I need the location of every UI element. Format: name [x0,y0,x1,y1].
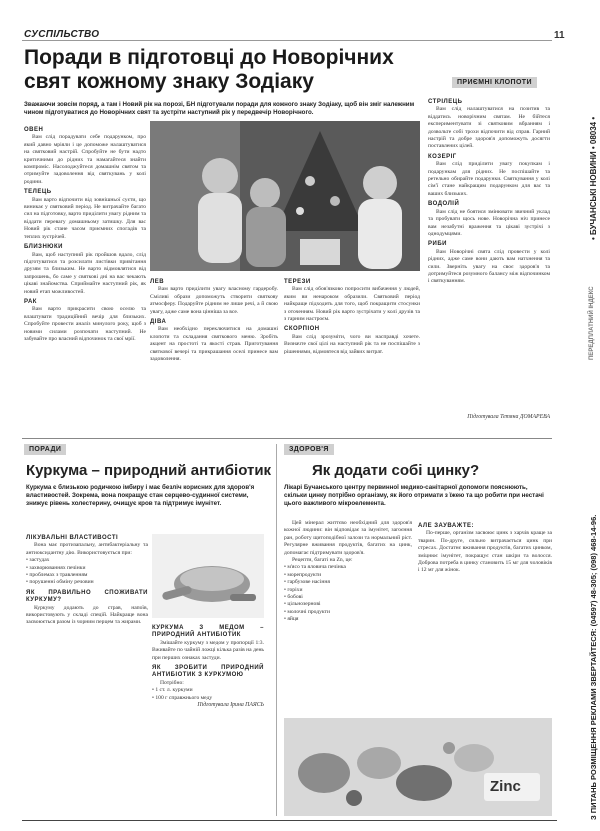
uses-list [26,557,148,587]
list-item: • гарбузове насіння [284,579,412,586]
subheading: ЯК ЗРОБИТИ ПРИРОДНИЙ АНТИБІОТИК З КУРКУМОЮ [152,665,264,679]
list-item: • цільнозернові [284,601,412,608]
subheading: ЛІКУВАЛЬНІ ВЛАСТИВОСТІ [26,535,119,541]
sign-text: Вам слід порадувати себе подарунком, про який давно мріяли і це допоможе налаштуватися на святковий настрій. Спробуйте не бути надто критичними до рідних та намагайтеся знайти компроміс. Насолоджуйтеся домашнім святом та отримуйте задоволення від святкувань у колі родини. [24,134,146,185]
list-item: • м'ясо та яловича печінка [284,564,412,571]
list-item: • порушенні обміну речовин [26,579,148,586]
paragraph: Змішайте куркуму з медом у пропорції 1:3. Вживайте по чайній ложці кілька разів на день при перших ознаках застуди. [152,639,264,661]
list-item: • молочні продукти [284,609,412,616]
subheading: АЛЕ ЗАУВАЖТЕ: [418,523,474,529]
sign-heading: ТЕРЕЗИ [284,279,311,285]
list-item: • 1 ст. л. куркуми [152,687,264,694]
rubric-bottom-right: ЗДОРОВ'Я [284,444,334,455]
ingredients-list [152,687,264,702]
list-item: • яйця [284,616,412,623]
sign-text: Вам, щоб наступний рік пройшов вдало, слід підготуватися та розсилати листівки привітання друзям та близьким. Не варто відмовлятися від запрошень, бо саме у святкові дні на вас чекають цікаві знайомства. Сприймайте наступний рік, як новий етап можливостей. [24,251,146,295]
article1-signature: Підготувала Тетяна ДОМАРЕВА [467,414,550,420]
article3-col1 [284,520,412,720]
list-item: • 100 г справжнього меду [152,695,264,702]
sign-heading: ДІВА [150,319,167,326]
article2-signature: Підготувала Ірина ПАЯСЬ [197,702,264,709]
zinc-label: Zinc [490,778,521,795]
sign-heading: ТЕЛЕЦЬ [24,189,52,196]
article2-title: Куркума – природний антибіотик [26,462,272,479]
children-photo [150,121,420,271]
sign-heading: ОВЕН [24,127,44,133]
paragraph: Вона має протизапальну, антибактеріальну та антиоксидантну дію. Використовується при: [26,542,148,556]
rubric-bottom-left: ПОРАДИ [24,444,66,455]
sign-text: Вам слід не боятися змінювати звичний уклад та пробувати щось нове. Новорічна ніч принесе вам незабутні враження та цікаві зустрічі з однодумцями. [428,208,550,237]
sign-text: Вам слід налаштуватися на позитив та віддатись новорічним святам. Не бійтеся експериментувати зі святковим вбранням і дозвольте собі трохи відпочити від справ. Гарний настрій та добре здоров'я допоможуть досягти поставлених цілей. [428,106,550,150]
list-item: • морепродукти [284,572,412,579]
subheading: ЯК ПРАВИЛЬНО СПОЖИВАТИ КУРКУМУ? [26,589,148,604]
article2-col1 [26,532,148,812]
sign-text: Вам необхідно переключитися на домашні клопоти та складання святкового меню. Зробіть акцент на простоті та якості страв. Приготування святкової вечері та прикрашання оселі принесе вам задоволення. [150,326,278,363]
sign-heading: СКОРПІОН [284,326,320,333]
lead-paragraph: Зважаючи зовсім поряд, а там і Новий рік на порозі, БН підготували поради для кожного знаку Зодіаку, щоб він зміг належним чином підготуватися до Новорічних свят та зустріти наступний рік у передвечір Новорічного. [24,101,415,116]
top-rule [22,40,552,41]
sign-text: Вам слід приділити увагу покупкам і подарункам для рідних. Не поспішайте та ретельно обирайте подарунки. Святкування у колі сім'ї стане найкращим подарунком для вас та ваших близьких. [428,161,550,197]
sign-text: Вам слід обов'язково попросити вибачення у людей, яким ви ненароком образили. Святковий період найкраще підходить для того, щоб покращити стосунки з оточенням. Новий рік варто зустрічати у колі друзів та з гарним настроєм. [284,286,420,323]
sidebar-brand: • БУЧАНСЬКІ НОВИНИ • 08034 • [589,116,598,240]
zodiac-column-mid2 [284,276,420,436]
paragraph: Куркуму додають до страв, напоїв, використовують у складі спецій. Найкраще вона засвоюється разом із чорним перцем та жирами. [26,604,148,626]
sidebar-contact: З ПИТАНЬ РОЗМІЩЕННЯ РЕКЛАМИ ЗВЕРТАЙТЕСЯ: (04597) 48-305; (098) 468-14-96. [589,514,598,820]
sign-text: Вам варто приділити увагу власному гардеробу. Сміливі образи допоможуть створити святкову атмосферу. Подаруйте рідним не лише речі, а й свою увагу, адже саме вона цінніша за все. [150,286,278,315]
paragraph: Цей мінерал життєво необхідний для здоров'я кожної людини: він відповідає за імунітет, загоєння ран, роботу щитоподібної залози та нормальний ріст. Регулярне вживання продуктів, багатих на цинк, допомагає підтримувати здоров'я. [284,520,412,556]
bottom-rule [22,820,557,821]
sidebar-index: ПЕРЕДПЛАТНИЙ ІНДЕКС [589,286,595,360]
sign-text: Вам варто прикрасити свою оселю та влаштувати традиційний вечір для близьких. Спробуйте провести аналіз минулого року, щоб з новими силами розпочати наступний. Не забувайте про власний відпочинок та свої мрії. [24,306,146,342]
turmeric-photo [152,534,264,618]
article2-lead: Куркума є близькою родичкою імбиру і має безліч корисних для здоров'я властивостей. Зокрема, вона покращує стан серцево-судинної системи, знижує рівень холестерину, очищує кров та підтримує імунітет. [26,484,255,507]
section-divider [22,438,552,439]
sign-text: Вам слід зрозуміти, чого ви насправді хочете. Визначте свої цілі на наступний рік та не поспішайте з рішеннями, відмовтеся від зайвих витрат. [284,333,420,355]
zodiac-column-right [428,96,550,431]
sidebar [580,20,598,820]
column-divider [276,444,277,816]
sign-heading: КОЗЕРІГ [428,153,457,160]
sign-heading: РАК [24,298,37,305]
list-item: • бобові [284,594,412,601]
list-item: • застудах [26,557,148,564]
rubric-top: ПРИЄМНІ КЛОПОТИ [452,77,537,88]
article2-col2 [152,622,264,812]
paragraph: По-перше, організм засвоює цинк з харчів краще за тварин. По-друге, сильно витрачається цинк при стресах. Достатнє вживання продуктів, багатих цинком, зміцнює імунітет, покращує стан шкіри та волосся. Доброва потреба в цинку становить 15 мг для чоловіків і 12 мг для жінок. [418,530,552,574]
page-number: 11 [554,30,565,41]
zodiac-column-mid [150,276,278,436]
paragraph: Потрібно: [160,679,184,686]
article3-col2 [418,520,552,715]
sign-heading: ЛЕВ [150,279,165,285]
list-item: • проблемах з травленням [26,572,148,579]
sign-heading: РИБИ [428,241,447,248]
headline: Поради в підготовці до Новорічних свят кожному знаку Зодіаку [24,46,394,93]
list-title: Рецепти, багаті на Zn, це: [292,557,353,564]
sign-text: Вам варто відпочити від зовнішньої суєти, що виникає у святковий період. Не витрачайте багато сил на підготовку, варто приділити увагу рідним та віддати перевагу домашньому затишку. Для вас Новий рік стане часом приємних спогадів та теплих зустрічей. [24,196,146,240]
subheading: КУРКУМА З МЕДОМ – ПРИРОДНИЙ АНТИБІОТИК [152,625,264,639]
sign-heading: СТРІЛЕЦЬ [428,99,463,105]
zinc-foods-list [284,564,412,623]
section-label: СУСПІЛЬСТВО [24,29,100,40]
sign-text: Вам Новорічні свята слід провести у колі рідних, адже саме вони дають вам натхнення та сили. Зверніть увагу на своє здоров'я та дотримуйтеся розумного балансу між відпочинком і святкуванням. [428,248,550,285]
sign-heading: БЛИЗНЮКИ [24,244,63,251]
zinc-photo [284,718,552,816]
sign-heading: ВОДОЛІЙ [428,201,460,208]
article3-title: Як додати собі цинку? [312,462,480,479]
article3-lead: Лікарі Бучанського центру первинної медико-санітарної допомоги пояснюють, скільки цинку потрібно організму, як його отримати з їжею та що робити при нестачі цього важливого мікроелемента. [284,484,544,507]
list-item: • горіхи [284,587,412,594]
list-item: • захворюваннях печінки [26,565,148,572]
